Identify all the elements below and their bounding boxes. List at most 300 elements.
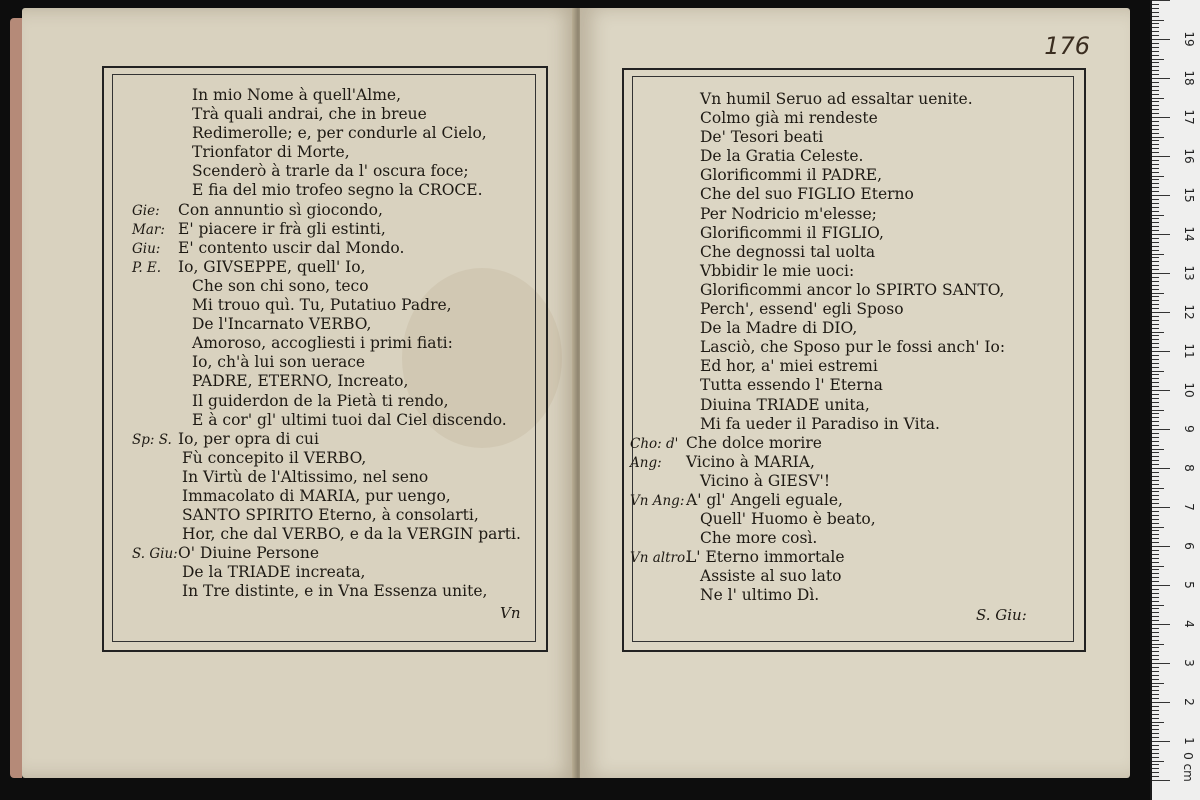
ruler-tick [1152,238,1159,239]
ruler-tick [1152,686,1159,687]
verse-text: Trionfator di Morte, [192,143,350,162]
ruler-number: 13 [1182,265,1196,281]
ruler-tick [1152,199,1159,200]
ruler-tick [1152,632,1159,633]
measurement-ruler [1150,0,1200,800]
right-line [630,243,1005,262]
verse-text: De' Tesori beati [700,128,824,147]
ruler-tick [1152,476,1159,477]
ruler-tick [1152,745,1159,746]
right-line [630,567,1005,586]
ruler-tick [1152,378,1159,379]
verse-text: Con annuntio sì giocondo, [178,200,383,219]
ruler-tick [1152,433,1159,434]
ruler-tick [1152,133,1159,134]
right-line [630,300,1005,319]
ruler-tick [1152,612,1159,613]
ruler-tick [1152,27,1159,28]
ruler-tick [1152,86,1159,87]
ruler-tick [1152,398,1159,399]
ruler-tick [1152,675,1159,676]
ruler-tick [1152,429,1170,430]
verse-text: Tutta essendo l' Eterna [700,376,883,395]
ruler-tick [1152,222,1159,223]
right-line [630,90,1005,109]
left-line [132,220,521,239]
right-line [630,128,1005,147]
right-line [630,510,1005,529]
ruler-number: 1 [1182,737,1196,745]
ruler-tick [1152,230,1159,231]
ruler-tick [1152,589,1159,590]
ruler-tick [1152,296,1159,297]
ruler-tick [1152,382,1159,383]
left-line [132,411,521,430]
verse-text: L' Eterno immortale [686,548,845,567]
ruler-number: 3 [1182,659,1196,667]
ruler-tick [1152,534,1159,535]
right-page [580,8,1130,778]
ruler-tick [1152,203,1159,204]
ruler-tick [1152,659,1159,660]
ruler-unit-label: 0 cm [1181,752,1195,782]
ruler-tick [1152,761,1164,762]
ruler-tick [1152,328,1159,329]
ruler-tick [1152,273,1170,274]
verse-text: Quell' Huomo è beato, [700,510,876,529]
ruler-tick [1152,523,1159,524]
ruler-tick [1152,550,1159,551]
ruler-tick [1152,98,1164,99]
ruler-tick [1152,164,1159,165]
verse-text: Che degnossi tal uolta [700,242,876,261]
left-line [132,124,521,143]
ruler-tick [1152,651,1159,652]
ruler-tick [1152,113,1159,114]
verse-text: Redimerolle; e, per condurle al Cielo, [192,124,487,143]
ruler-tick [1152,733,1159,734]
ruler-tick [1152,289,1159,290]
ruler-tick [1152,413,1159,414]
ruler-tick [1152,636,1159,637]
ruler-tick [1152,0,1170,1]
ruler-number: 17 [1182,109,1196,125]
verse-text: Glorificommi il PADRE, [700,166,883,185]
verse-text: E à cor' gl' ultimi tuoi dal Ciel discendo. [192,410,507,429]
verse-text: SANTO SPIRITO Eterno, à consolarti, [182,506,479,525]
ruler-tick [1152,729,1159,730]
ruler-tick [1152,246,1159,247]
verse-text: In Virtù de l'Altissimo, nel seno [182,467,429,486]
ruler-tick [1152,460,1159,461]
ruler-tick [1152,363,1159,364]
ruler-tick [1152,390,1170,391]
ruler-tick [1152,254,1164,255]
verse-text: Vbbidir le mie uoci: [700,261,855,280]
ruler-tick [1152,218,1159,219]
verse-text: De l'Incarnato VERBO, [192,315,372,334]
ruler-tick [1152,417,1159,418]
ruler-tick [1152,741,1170,742]
right-line [630,224,1005,243]
ruler-tick [1152,480,1159,481]
ruler-tick [1152,647,1159,648]
ruler-tick [1152,768,1159,769]
ruler-tick [1152,347,1159,348]
left-line [132,143,521,162]
ruler-number: 10 [1182,382,1196,398]
ruler-tick [1152,335,1159,336]
right-line [630,185,1005,204]
left-page-text [132,86,521,602]
verse-text: Per Nodricio m'elesse; [700,204,877,223]
ruler-tick [1152,90,1159,91]
verse-text: Immacolato di MARIA, pur uengo, [182,486,451,505]
ruler-tick [1152,538,1159,539]
right-line [630,396,1005,415]
right-page-text [630,90,1005,606]
right-line [630,166,1005,185]
verse-text: O' Diuine Persone [178,544,320,563]
ruler-number: 6 [1182,542,1196,550]
ruler-tick [1152,437,1159,438]
ruler-tick [1152,511,1159,512]
speaker-label: Sp: S. [132,431,172,448]
ruler-tick [1152,663,1170,664]
ruler-tick [1152,51,1159,52]
left-line [132,258,521,277]
verse-text: In Tre distinte, e in Vna Essenza unite, [182,582,488,601]
ruler-tick [1152,425,1159,426]
ruler-tick [1152,261,1159,262]
verse-text: Colmo già mi rendeste [700,109,878,128]
ruler-tick [1152,109,1159,110]
left-line [132,201,521,220]
ruler-tick [1152,257,1159,258]
ruler-tick [1152,101,1159,102]
ruler-tick [1152,23,1159,24]
ruler-tick [1152,293,1164,294]
verse-text: Che more così. [700,529,818,548]
left-line [132,430,521,449]
ruler-tick [1152,4,1159,5]
verse-text: E fia del mio trofeo segno la CROCE. [192,181,483,200]
verse-text: Mi trouo quì. Tu, Putatiuo Padre, [192,296,452,315]
ruler-tick [1152,491,1159,492]
ruler-tick [1152,772,1159,773]
ruler-tick [1152,31,1159,32]
ruler-tick [1152,386,1159,387]
left-line [132,544,521,563]
ruler-tick [1152,343,1159,344]
ruler-tick [1152,351,1170,352]
ruler-tick [1152,12,1159,13]
verse-text: Ne l' ultimo Dì. [700,586,820,605]
ruler-tick [1152,269,1159,270]
ruler-tick [1152,371,1164,372]
ruler-tick [1152,144,1159,145]
left-line [132,563,521,582]
ruler-tick [1152,507,1170,508]
ruler-tick [1152,308,1159,309]
right-line [630,109,1005,128]
verse-text: In mio Nome à quell'Alme, [192,86,402,104]
ruler-tick [1152,690,1159,691]
ruler-tick [1152,698,1159,699]
ruler-tick [1152,573,1159,574]
ruler-tick [1152,187,1159,188]
ruler-tick [1152,558,1159,559]
ruler-tick [1152,125,1159,126]
verse-text: E' contento uscir dal Mondo. [178,238,405,257]
verse-text: Glorificommi il FIGLIO, [700,223,884,242]
ruler-tick [1152,117,1170,118]
ruler-number: 16 [1182,148,1196,164]
ruler-tick [1152,554,1159,555]
left-page [22,8,578,778]
ruler-tick [1152,316,1159,317]
ruler-tick [1152,624,1170,625]
ruler-tick [1152,597,1159,598]
ruler-tick [1152,324,1159,325]
verse-text: De la Gratia Celeste. [700,147,864,166]
ruler-tick [1152,562,1159,563]
ruler-tick [1152,332,1164,333]
left-line [132,277,521,296]
ruler-tick [1152,546,1170,547]
verse-text: Mi fa ueder il Paradiso in Vita. [700,414,940,433]
right-line [630,357,1005,376]
ruler-tick [1152,421,1159,422]
ruler-tick [1152,484,1159,485]
speaker-label: Gie: [132,202,160,219]
ruler-tick [1152,320,1159,321]
ruler-tick [1152,35,1159,36]
ruler-tick [1152,285,1159,286]
ruler-tick [1152,402,1159,403]
ruler-tick [1152,445,1159,446]
ruler-tick [1152,179,1159,180]
verse-text: PADRE, ETERNO, Increato, [192,372,409,391]
ruler-tick [1152,156,1170,157]
right-line [630,491,1005,510]
ruler-tick [1152,78,1170,79]
speaker-label: Ang: [630,454,662,471]
ruler-tick [1152,683,1164,684]
ruler-tick [1152,468,1170,469]
ruler-tick [1152,581,1159,582]
ruler-tick [1152,472,1159,473]
ruler-tick [1152,215,1164,216]
ruler-tick [1152,608,1159,609]
right-line [630,453,1005,472]
ruler-tick [1152,121,1159,122]
ruler-tick [1152,82,1159,83]
ruler-number: 8 [1182,464,1196,472]
speaker-label: Cho: d' [630,435,679,452]
ruler-tick [1152,679,1159,680]
ruler-tick [1152,160,1159,161]
ruler-tick [1152,776,1159,777]
ruler-tick [1152,456,1159,457]
right-line [630,338,1005,357]
ruler-tick [1152,355,1159,356]
verse-text: Vicino à MARIA, [686,452,815,471]
ruler-tick [1152,105,1159,106]
ruler-tick [1152,195,1170,196]
ruler-tick [1152,183,1159,184]
ruler-tick [1152,242,1159,243]
ruler-number: 9 [1182,425,1196,433]
verse-text: Vicino à GIESV'! [700,471,831,490]
ruler-number: 15 [1182,187,1196,203]
right-catchword: S. Giu: [976,606,1027,624]
ruler-number: 18 [1182,70,1196,86]
ruler-tick [1152,59,1164,60]
left-line [132,525,521,544]
left-catchword: Vn [500,604,521,622]
verse-text: Trà quali andrai, che in breue [192,105,427,124]
ruler-tick [1152,250,1159,251]
ruler-tick [1152,671,1159,672]
left-line [132,353,521,372]
verse-text: Che dolce morire [686,433,822,452]
verse-text: Io, ch'à lui son uerace [192,353,366,372]
ruler-tick [1152,176,1164,177]
ruler-tick [1152,8,1159,9]
ruler-tick [1152,569,1159,570]
left-line [132,449,521,468]
ruler-tick [1152,74,1159,75]
ruler-tick [1152,722,1164,723]
ruler-tick [1152,620,1159,621]
left-line [132,582,521,601]
verse-text: Fù concepito il VERBO, [182,448,367,467]
ruler-tick [1152,640,1159,641]
ruler-tick [1152,140,1159,141]
ruler-tick [1152,394,1159,395]
ruler-tick [1152,718,1159,719]
ruler-tick [1152,312,1170,313]
right-line [630,319,1005,338]
verse-text: Amoroso, accogliesti i primi fiati: [192,334,453,353]
ruler-tick [1152,367,1159,368]
ruler-number: 12 [1182,304,1196,320]
ruler-tick [1152,628,1159,629]
ruler-number: 19 [1182,31,1196,47]
verse-text: De la Madre di DIO, [700,319,858,338]
verse-text: Io, per opra di cui [178,429,319,448]
ruler-tick [1152,488,1164,489]
ruler-tick [1152,62,1159,63]
ruler-tick [1152,359,1159,360]
speaker-label: S. Giu: [132,546,178,563]
ruler-tick [1152,527,1164,528]
ruler-tick [1152,39,1170,40]
left-line [132,468,521,487]
verse-text: Che del suo FIGLIO Eterno [700,185,914,204]
right-line [630,262,1005,281]
left-line [132,315,521,334]
speaker-label: P. E. [132,259,162,276]
ruler-tick [1152,616,1159,617]
ruler-tick [1152,449,1164,450]
ruler-tick [1152,542,1159,543]
ruler-tick [1152,168,1159,169]
speaker-label: Giu: [132,240,161,257]
ruler-tick [1152,66,1159,67]
right-line [630,415,1005,434]
ruler-tick [1152,519,1159,520]
ruler-tick [1152,172,1159,173]
ruler-tick [1152,566,1164,567]
ruler-number: 14 [1182,226,1196,242]
ruler-tick [1152,148,1159,149]
left-line [132,296,521,315]
folio-number: 176 [1044,32,1090,60]
ruler-tick [1152,47,1159,48]
ruler-number: 11 [1182,343,1196,359]
ruler-tick [1152,499,1159,500]
ruler-tick [1152,749,1159,750]
ruler-tick [1152,503,1159,504]
verse-text: A' gl' Angeli eguale, [686,490,843,509]
verse-text: Il guiderdon de la Pietà ti rendo, [192,391,449,410]
right-line [630,548,1005,567]
left-line [132,181,521,200]
ruler-tick [1152,530,1159,531]
ruler-tick [1152,406,1159,407]
ruler-tick [1152,137,1164,138]
ruler-tick [1152,281,1159,282]
ruler-tick [1152,226,1159,227]
ruler-tick [1152,410,1164,411]
ruler-tick [1152,129,1159,130]
ruler-tick [1152,304,1159,305]
ruler-tick [1152,601,1159,602]
ruler-tick [1152,605,1164,606]
ruler-tick [1152,495,1159,496]
ruler-tick [1152,753,1159,754]
ruler-tick [1152,577,1159,578]
ruler-tick [1152,300,1159,301]
verse-text: Perch', essend' egli Sposo [700,300,904,319]
ruler-tick [1152,737,1159,738]
left-line [132,487,521,506]
ruler-number: 4 [1182,620,1196,628]
verse-text: E' piacere ir frà gli estinti, [178,219,386,238]
ruler-tick [1152,265,1159,266]
ruler-tick [1152,714,1159,715]
ruler-tick [1152,277,1159,278]
left-line [132,372,521,391]
ruler-tick [1152,234,1170,235]
ruler-tick [1152,702,1170,703]
ruler-tick [1152,55,1159,56]
right-line [630,529,1005,548]
right-line [630,281,1005,300]
verse-text: Ed hor, a' miei estremi [700,357,878,376]
left-line [132,392,521,411]
ruler-tick [1152,20,1164,21]
left-line [132,86,521,105]
right-line [630,586,1005,605]
ruler-tick [1152,70,1159,71]
ruler-tick [1152,585,1170,586]
verse-text: Io, GIVSEPPE, quell' Io, [178,257,366,276]
verse-text: Hor, che dal VERBO, e da la VERGIN parti. [182,525,521,544]
right-line [630,205,1005,224]
